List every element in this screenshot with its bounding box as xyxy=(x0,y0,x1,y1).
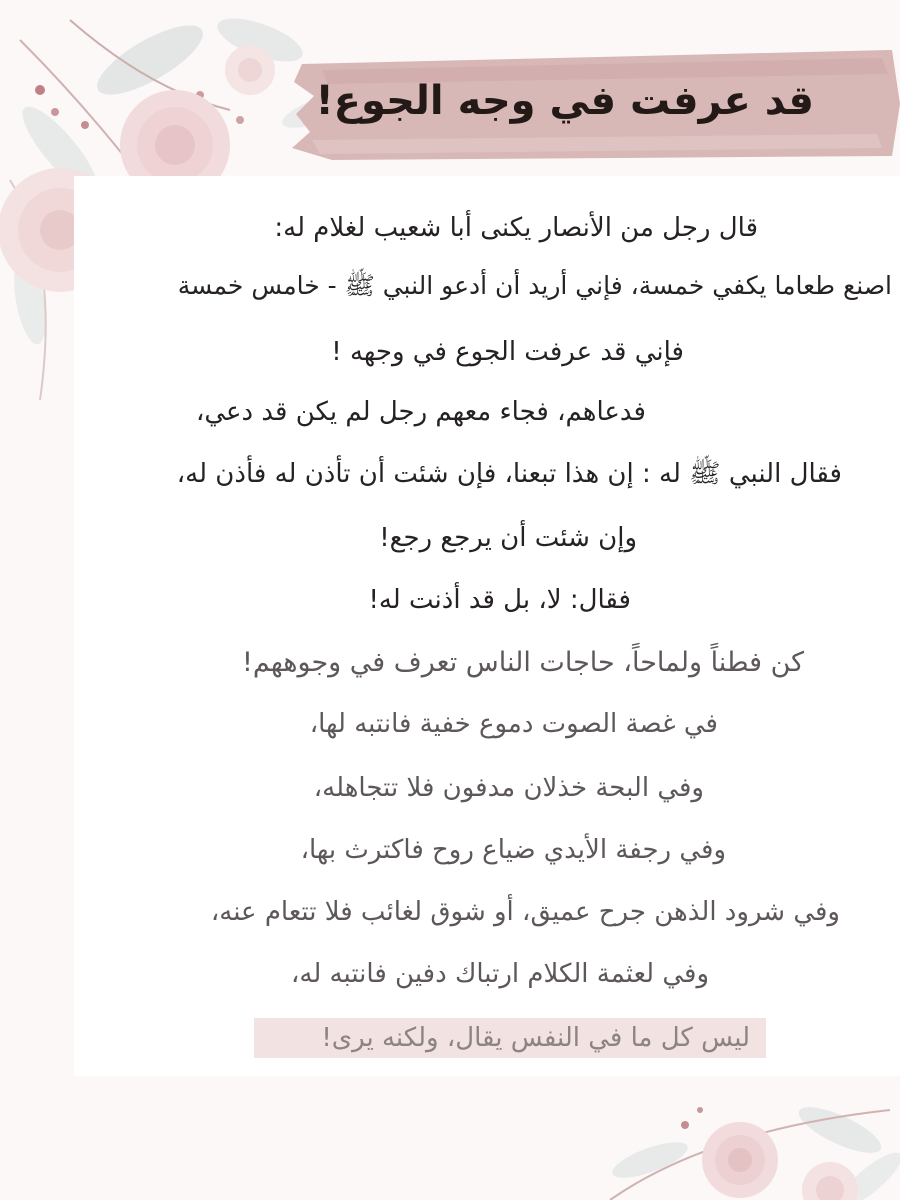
text-line: في غصة الصوت دموع خفية فانتبه لها، xyxy=(309,709,718,739)
closing-line: ليس كل ما في النفس يقال، ولكنه يرى! xyxy=(321,1023,750,1053)
text-line: وفي شرود الذهن جرح عميق، أو شوق لغائب فلا تتعام عنه، xyxy=(210,897,840,927)
text-line: فقال النبي ﷺ له : إن هذا تبعنا، فإن شئت أن تأذن له فأذن له، xyxy=(176,459,842,489)
content-card xyxy=(74,176,900,1076)
text-line: فدعاهم، فجاء معهم رجل لم يكن قد دعي، xyxy=(195,397,646,427)
page-title: قد عرفت في وجه الجوع! xyxy=(315,78,814,124)
text-line: وفي البحة خذلان مدفون فلا تتجاهله، xyxy=(313,773,704,803)
text-line: قال رجل من الأنصار يكنى أبا شعيب لغلام له: xyxy=(274,213,758,243)
text-line: وفي رجفة الأيدي ضياع روح فاكترث بها، xyxy=(300,835,726,865)
text-line: فقال: لا، بل قد أذنت له! xyxy=(368,585,631,615)
text-line: وإن شئت أن يرجع رجع! xyxy=(379,523,637,553)
text-line: وفي لعثمة الكلام ارتباك دفين فانتبه له، xyxy=(291,959,709,989)
text-line: اصنع طعاما يكفي خمسة، فإني أريد أن أدعو النبي ﷺ - خامس خمسة xyxy=(177,271,892,300)
floral-decoration-bottom xyxy=(590,1090,900,1200)
text-line: فإني قد عرفت الجوع في وجهه ! xyxy=(331,337,684,367)
text-line: كن فطناً ولماحاً، حاجات الناس تعرف في وجوههم! xyxy=(242,647,804,678)
